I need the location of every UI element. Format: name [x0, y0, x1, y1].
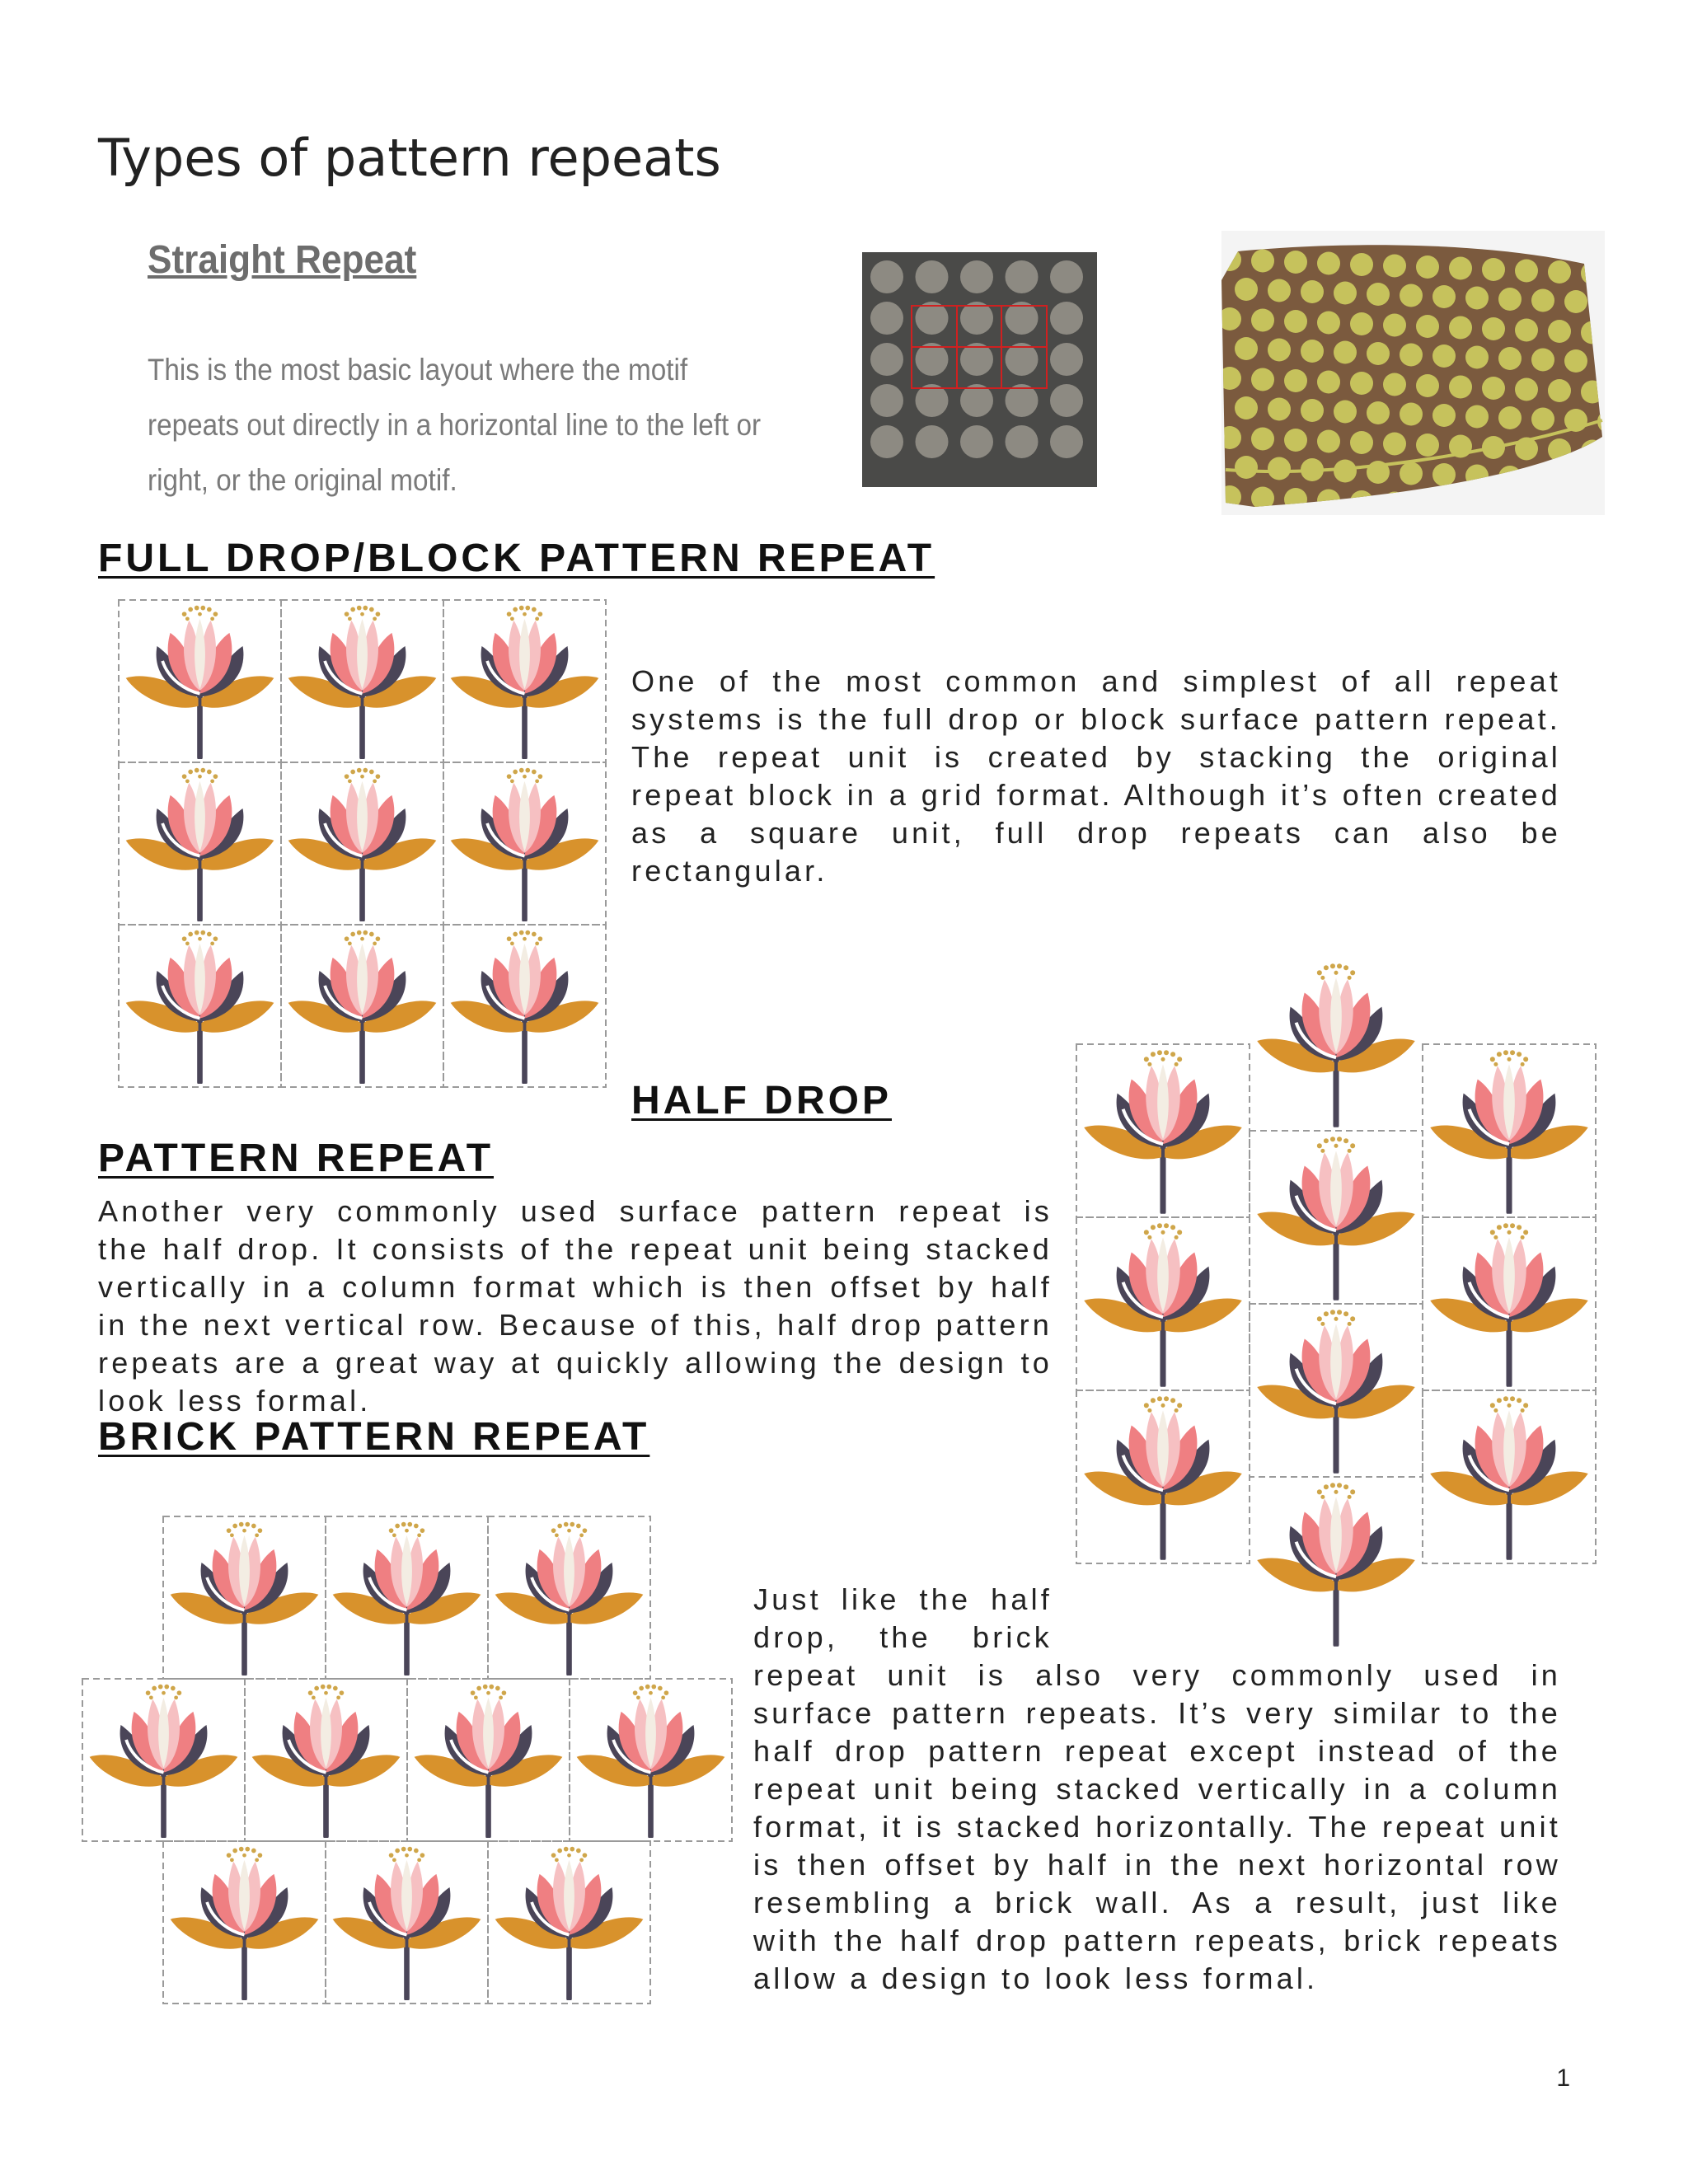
cushion-dot — [1564, 349, 1587, 373]
cushion-dot — [1268, 457, 1291, 480]
cushion-dot — [1350, 312, 1373, 335]
cushion-dot — [1235, 396, 1258, 419]
swatch-dot — [1006, 260, 1039, 293]
brick-tile — [488, 1516, 650, 1679]
swatch-dot — [1050, 260, 1083, 293]
cushion-dot — [1400, 344, 1423, 367]
straight-repeat-heading: Straight Repeat — [148, 238, 417, 282]
cushion-dot — [1449, 316, 1472, 340]
cushion-dot — [1251, 428, 1274, 451]
cushion-dot — [1383, 255, 1406, 278]
straight-repeat-swatch — [862, 252, 1097, 487]
cushion-dot — [1350, 253, 1373, 276]
cushion-dot — [1235, 278, 1258, 301]
cushion-dot — [1548, 260, 1571, 284]
swatch-dot — [1050, 384, 1083, 417]
page-title: Types of pattern repeats — [98, 128, 721, 188]
swatch-dot — [870, 384, 903, 417]
full-drop-tile — [281, 600, 443, 762]
straight-repeat-text: This is the most basic layout where the motif repeats out directly in a horizontal line to the left or right, or the original motif. — [148, 353, 762, 497]
swatch-dot — [916, 260, 949, 293]
cushion-dot — [1284, 429, 1307, 452]
cushion-dot — [1334, 282, 1357, 305]
cushion-dot — [1416, 255, 1439, 279]
full-drop-tile — [281, 762, 443, 925]
cushion-dot — [1334, 341, 1357, 364]
swatch-dot — [1050, 302, 1083, 335]
half-drop-tile — [1423, 1217, 1596, 1390]
swatch-dot — [870, 343, 903, 376]
swatch-dot — [870, 425, 903, 458]
cushion-dot — [1235, 456, 1258, 479]
cushion-dot — [1235, 337, 1258, 360]
swatch-dot — [870, 260, 903, 293]
cushion-dot — [1465, 405, 1489, 429]
cushion-dot — [1284, 251, 1307, 274]
cushion-dot — [1498, 406, 1522, 429]
swatch-dot — [870, 302, 903, 335]
half-drop-tile — [1257, 963, 1415, 1126]
cushion-dot — [1482, 377, 1505, 400]
cushion-dot — [1383, 373, 1406, 396]
half-drop-heading-line1: HALF DROP — [631, 1079, 892, 1122]
brick-grid — [82, 1516, 734, 2011]
cushion-dot — [1465, 346, 1489, 369]
cushion-dot — [1416, 434, 1439, 457]
cushion-dot — [1564, 290, 1587, 313]
brick-tile — [488, 1841, 650, 2004]
cushion-dot — [1465, 287, 1489, 310]
brick-tile — [570, 1679, 732, 1841]
cushion-dot — [1317, 430, 1340, 453]
cushion-dot — [1301, 399, 1324, 422]
cushion-dot — [1416, 315, 1439, 338]
brick-tile — [326, 1841, 488, 2004]
cushion-dot — [1251, 309, 1274, 332]
cushion-dot — [1515, 378, 1538, 401]
half-drop-tile — [1423, 1390, 1596, 1563]
cushion-dot — [1334, 401, 1357, 424]
full-drop-tile — [119, 925, 281, 1087]
cushion-dot — [1482, 317, 1505, 340]
brick-text-line2: drop, the brick — [753, 1620, 1053, 1654]
cushion-dot — [1251, 368, 1274, 391]
half-drop-text: Another very commonly used surface pattern repeat is the half drop. It consists of the repeat unit being stacked vertically in a column format which is then offset by half in the next vertical row. Because of this, half drop pattern repeats are a great way at quickly allowing the design to look less formal. — [98, 1194, 1053, 1418]
swatch-dot — [960, 425, 993, 458]
cushion-dot — [1317, 371, 1340, 394]
full-drop-tile — [443, 600, 606, 762]
full-drop-tile — [119, 600, 281, 762]
cushion-dot — [1268, 279, 1291, 302]
cushion-dot — [1498, 288, 1522, 311]
cushion-dot — [1268, 339, 1291, 362]
cushion-dot — [1531, 289, 1554, 312]
cushion-dot — [1432, 344, 1456, 368]
half-drop-tile — [1076, 1044, 1250, 1217]
cushion-dot — [1284, 369, 1307, 392]
full-drop-text: One of the most common and simplest of all repeat systems is the full drop or block surface pattern repeat. The repeat unit is created by stacking the original repeat block in a grid format. Although it’s often created as a square unit, full drop repeats can also be rectangular. — [631, 664, 1561, 888]
cushion-dot — [1400, 462, 1423, 485]
cushion-dot — [1548, 379, 1571, 402]
cushion-dot — [1350, 372, 1373, 395]
cushion-dot — [1531, 349, 1554, 372]
cushion-dot — [1334, 460, 1357, 483]
cushion-photo — [1221, 231, 1605, 515]
swatch-dot — [1050, 425, 1083, 458]
swatch-dot — [1006, 425, 1039, 458]
cushion-dot — [1284, 310, 1307, 333]
full-drop-tile — [281, 925, 443, 1087]
cushion-dot — [1432, 285, 1456, 308]
cushion-dot — [1350, 431, 1373, 454]
cushion-dot — [1400, 403, 1423, 426]
half-drop-tile — [1423, 1044, 1596, 1217]
half-drop-tile — [1076, 1217, 1250, 1390]
cushion-dot — [1367, 283, 1390, 306]
swatch-dot — [960, 260, 993, 293]
half-drop-tile — [1250, 1131, 1423, 1304]
half-drop-tile — [1076, 1390, 1250, 1563]
half-drop-tile — [1257, 1483, 1415, 1645]
full-drop-heading: FULL DROP/BLOCK PATTERN REPEAT — [98, 537, 935, 580]
brick-text: repeat unit is also very commonly used in surface pattern repeats. It’s very similar to the half drop pattern repeat except instead of the repeat unit being stacked vertically in a column format, it is stacked horizontally. The repeat unit is then offset by half in the next horizontal row resembling a brick wall. As a result, just like with the half drop pattern repeats, brick repeats allow a design to look less formal. — [753, 1658, 1561, 1995]
full-drop-tile — [119, 762, 281, 925]
half-drop-grid — [1076, 958, 1604, 1642]
cushion-dot — [1449, 257, 1472, 280]
cushion-dot — [1400, 284, 1423, 307]
full-drop-tile — [443, 925, 606, 1087]
cushion-dot — [1383, 433, 1406, 456]
cushion-dot — [1367, 342, 1390, 365]
cushion-dot — [1449, 376, 1472, 399]
cushion-dot — [1515, 319, 1538, 342]
brick-tile — [82, 1679, 245, 1841]
full-drop-grid — [119, 600, 607, 1088]
swatch-dot — [1050, 343, 1083, 376]
cushion-dot — [1317, 252, 1340, 275]
brick-tile — [407, 1679, 570, 1841]
page-number: 1 — [1556, 2064, 1570, 2092]
half-drop-heading-line2: PATTERN REPEAT — [98, 1137, 495, 1180]
brick-heading: BRICK PATTERN REPEAT — [98, 1415, 650, 1459]
cushion-dot — [1317, 312, 1340, 335]
cushion-dot — [1416, 374, 1439, 397]
brick-tile — [163, 1841, 326, 2004]
cushion-dot — [1367, 401, 1390, 424]
brick-tile — [245, 1679, 407, 1841]
cushion-dot — [1515, 260, 1538, 283]
cushion-dot — [1251, 250, 1274, 273]
cushion-dot — [1383, 314, 1406, 337]
full-drop-tile — [443, 762, 606, 925]
cushion-dot — [1268, 398, 1291, 421]
cushion-dot — [1498, 347, 1522, 370]
brick-tile — [163, 1516, 326, 1679]
cushion-dot — [1432, 404, 1456, 427]
cushion-dot — [1301, 280, 1324, 303]
cushion-dot — [1482, 258, 1505, 281]
brick-tile — [326, 1516, 488, 1679]
cushion-dot — [1301, 340, 1324, 363]
cushion-dot — [1432, 463, 1456, 486]
half-drop-tile — [1250, 1304, 1423, 1477]
swatch-dot — [916, 425, 949, 458]
brick-text-line1: Just like the half — [753, 1582, 1053, 1616]
cushion-dot — [1531, 408, 1554, 431]
cushion-dot — [1548, 320, 1571, 343]
